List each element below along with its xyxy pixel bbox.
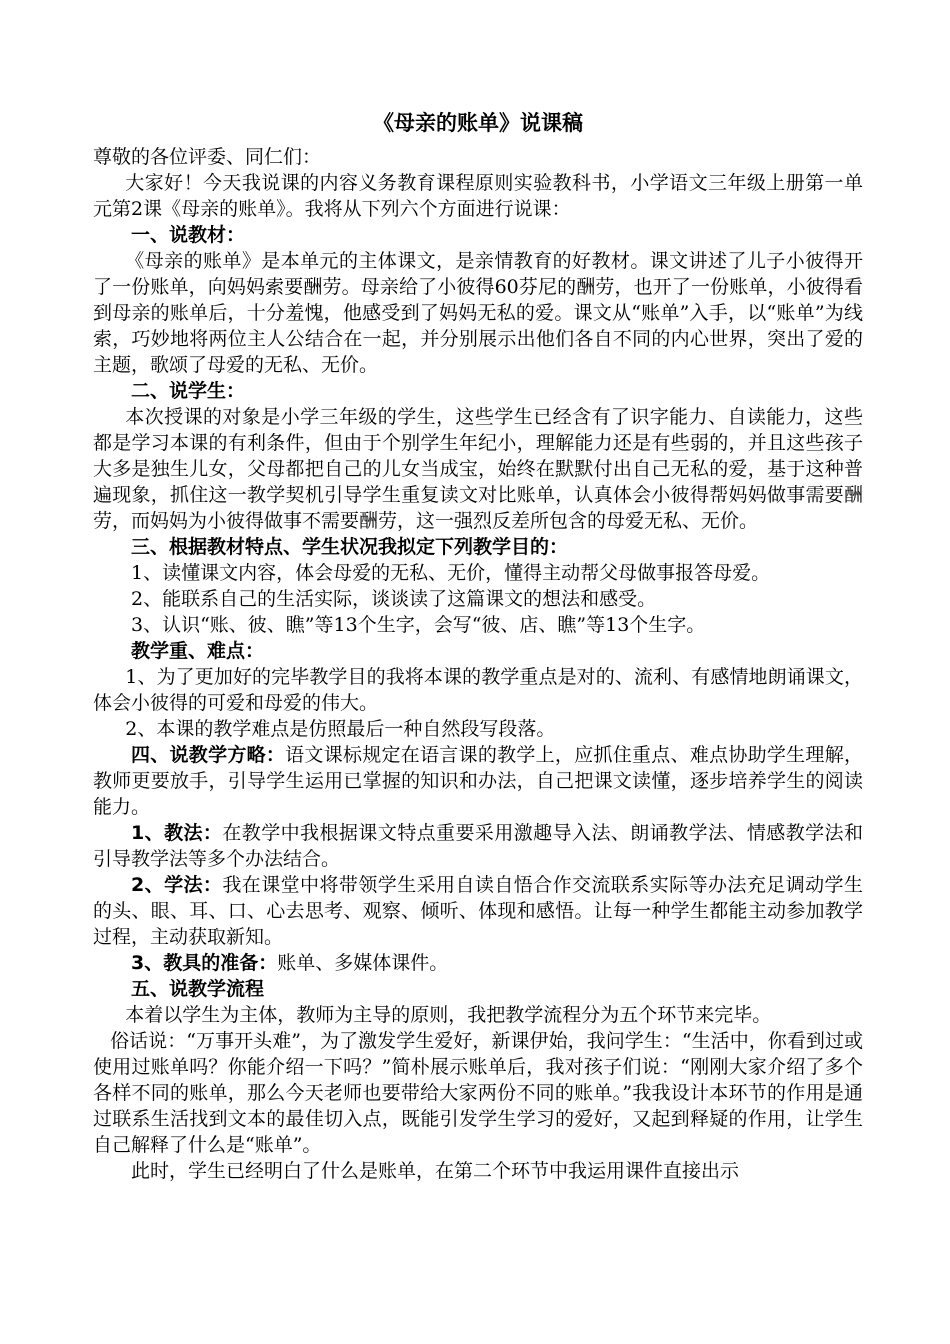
process-paragraph: 此时，学生已经明白了什么是账单，在第二个环节中我运用课件直接出示 <box>131 1160 740 1182</box>
page-title: 《母亲的账单》说课稿 <box>373 111 583 135</box>
key-point-item: 1、为了更加好的完毕教学目的我将本课的教学重点是对的、流利、有感情地朗诵课文，体会小彼得的可爱和母爱的伟大。 <box>93 666 863 714</box>
greeting: 尊敬的各位评委、同仁们： <box>93 146 322 168</box>
method-body: 账单、多媒体课件。 <box>277 952 449 974</box>
goal-item: 1、读懂课文内容，体会母爱的无私、无价，懂得主动帮父母做事报答母爱。 <box>131 562 771 584</box>
method-teaching <box>93 820 863 872</box>
section-heading-goals: 三、根据教材特点、学生状况我拟定下列教学目的： <box>131 536 569 558</box>
goal-item: 2、能联系自己的生活实际，谈谈读了这篇课文的想法和感受。 <box>131 588 657 610</box>
section-heading-students: 二、说学生： <box>131 380 246 402</box>
key-point-item: 2、本课的教学难点是仿照最后一种自然段写段落。 <box>125 718 556 740</box>
method-learning <box>93 872 863 950</box>
section-heading-textbook: 一、说教材： <box>131 224 246 246</box>
goal-item: 3、认识“账、彼、瞧”等13个生字，会写“彼、店、瞧”等13个生字。 <box>131 614 706 636</box>
method-label: 1、教法： <box>131 822 223 844</box>
students-paragraph: 本次授课的对象是小学三年级的学生，这些学生已经含有了识字能力、自读能力，这些都是学习本课的有利条件，但由于个别学生年纪小，理解能力还是有些弱的，并且这些孩子大多是独生儿女，父母都把自己的儿女当成宝，始终在默默付出自己无私的爱，基于这种普遍现象，抓住这一教学契机引导学生重复读文对比账单，认真体会小彼得帮妈妈做事需要酬劳，而妈妈为小彼得做事不需要酬劳，这一强烈反差所包含的母爱无私、无价。 <box>93 406 863 532</box>
intro-paragraph: 大家好！今天我说课的内容义务教育课程原则实验教科书，小学语文三年级上册第一单元第2课《母亲的账单》。我将从下列六个方面进行说课： <box>93 172 863 220</box>
textbook-paragraph: 《母亲的账单》是本单元的主体课文，是亲情教育的好教材。课文讲述了儿子小彼得开了一份账单，向妈妈索要酬劳。母亲给了小彼得60芬尼的酬劳，也开了一份账单，小彼得看到母亲的账单后，十分羞愧，他感受到了妈妈无私的爱。课文从“账单”入手，以“账单”为线索，巧妙地将两位主人公结合在一起，并分别展示出他们各自不同的内心世界，突出了爱的主题，歌颂了母爱的无私、无价。 <box>93 250 863 376</box>
method-label: 3、教具的准备： <box>131 952 278 974</box>
method-tools <box>93 950 863 976</box>
key-points-heading: 教学重、难点： <box>131 640 265 662</box>
process-paragraph: 俗话说：“万事开头难”，为了激发学生爱好，新课伊始，我问学生：“生活中，你看到过或使用过账单吗？你能介绍一下吗？”简朴展示账单后，我对孩子们说：“刚刚大家介绍了多个各样不同的账单，那么今天老师也要带给大家两份不同的账单。”我我设计本环节的作用是通过联系生活找到文本的最佳切入点，既能引发学生学习的爱好，又起到释疑的作用，让学生自己解释了什么是“账单”。 <box>93 1030 863 1156</box>
method-body: 我在课堂中将带领学生采用自读自悟合作交流联系实际等办法充足调动学生的头、眼、耳、口、心去思考、观察、倾听、体现和感悟。让每一种学生都能主动参加教学过程，主动获取新知。 <box>93 874 863 948</box>
document-page <box>93 110 863 1184</box>
process-paragraph: 本着以学生为主体，教师为主导的原则，我把教学流程分为五个环节来完毕。 <box>125 1004 772 1026</box>
section-heading-strategy: 四、说教学方略： <box>131 744 286 766</box>
strategy-paragraph <box>93 742 863 820</box>
strategy-body: 语文课标规定在语言课的教学上，应抓住重点、难点协助学生理解，教师更要放手，引导学生运用已掌握的知识和办法，自己把课文读懂，逐步培养学生的阅读能力。 <box>93 744 863 818</box>
section-heading-process: 五、说教学流程 <box>131 978 265 1000</box>
method-body: 在教学中我根据课文特点重要采用激趣导入法、朗诵教学法、情感教学法和引导教学法等多个办法结合。 <box>93 822 863 870</box>
method-label: 2、学法： <box>131 874 223 896</box>
